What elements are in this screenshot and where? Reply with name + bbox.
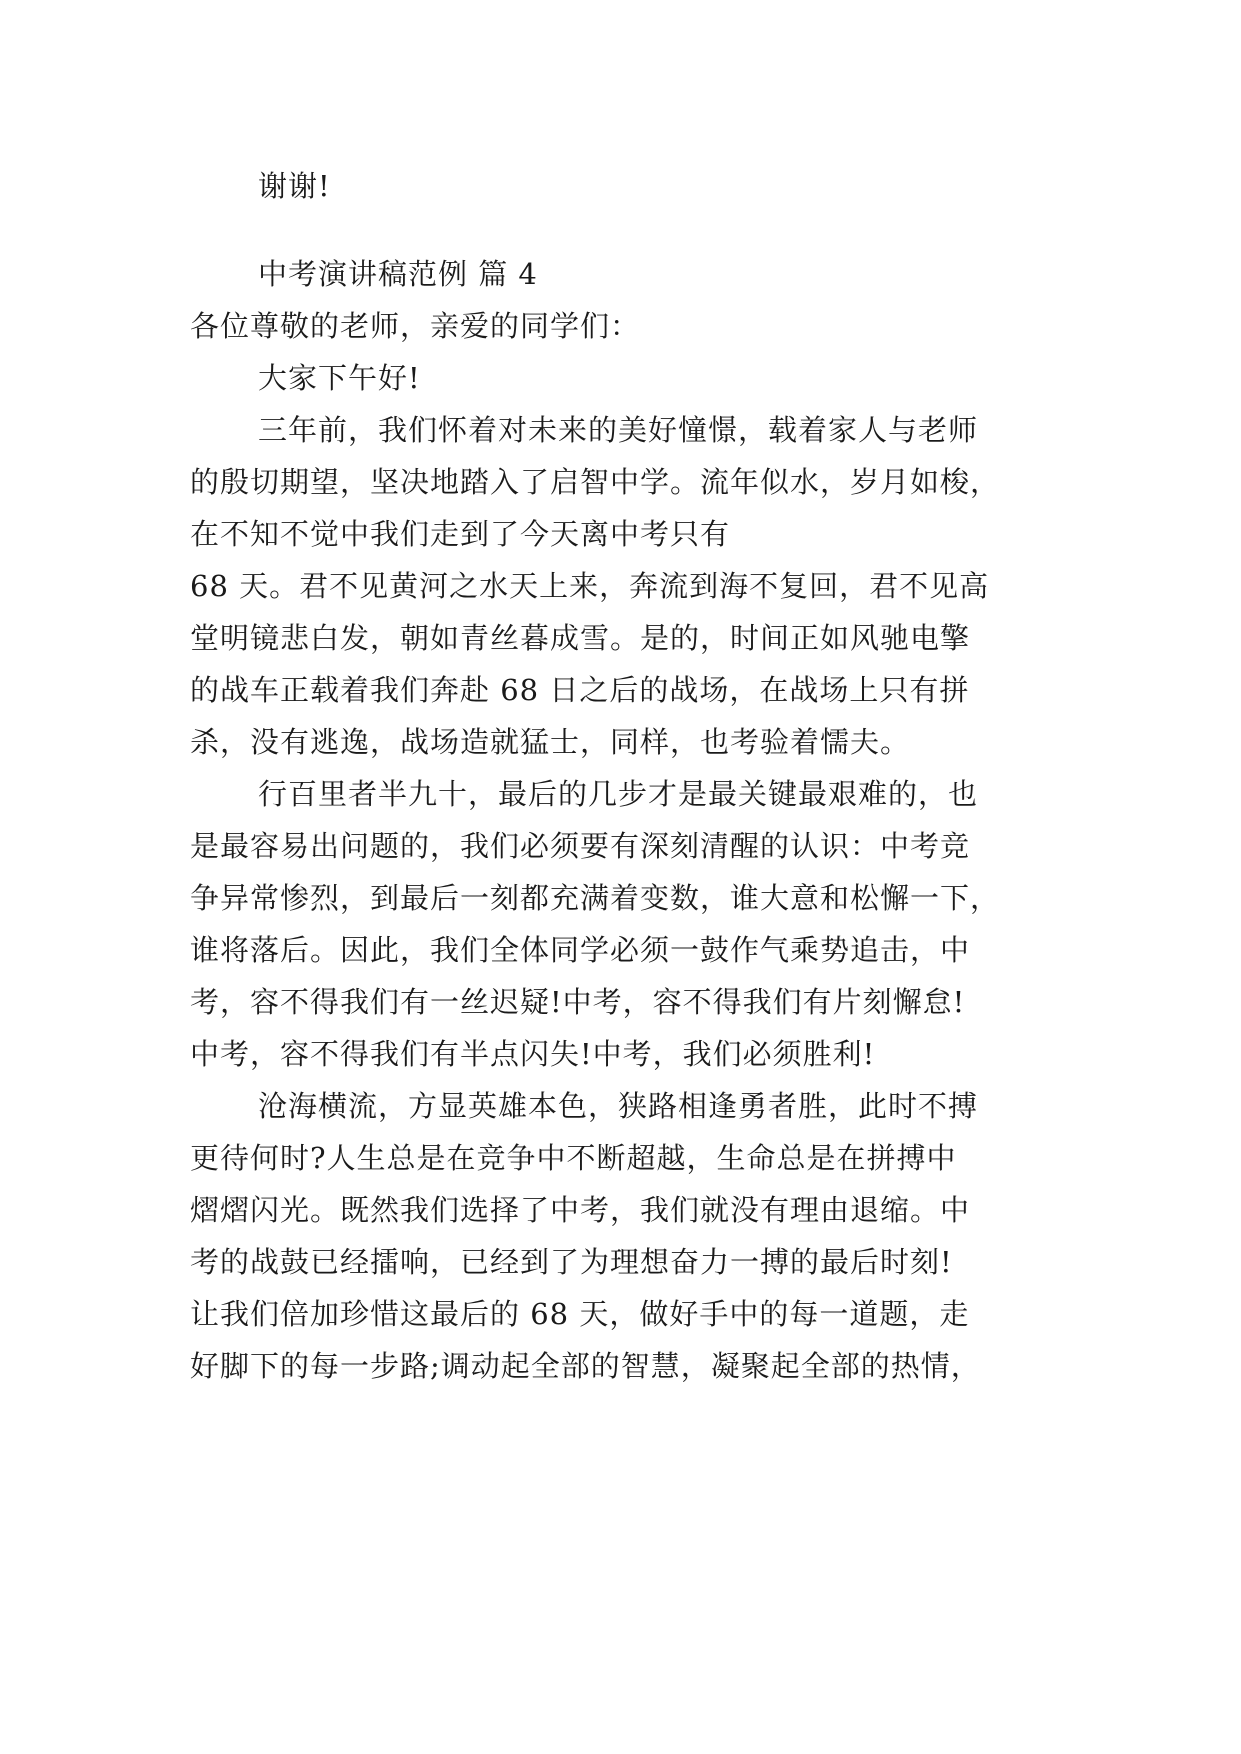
paragraph-line: 68 天。君不见黄河之水天上来，奔流到海不复回，君不见高 — [190, 569, 990, 603]
paragraph-line: 行百里者半九十，最后的几步才是最关键最艰难的，也 — [258, 777, 979, 811]
paragraph-line: 熠熠闪光。既然我们选择了中考，我们就没有理由退缩。中 — [190, 1193, 971, 1227]
paragraph-line: 的殷切期望，坚决地踏入了启智中学。流年似水，岁月如梭， — [190, 465, 1001, 499]
paragraph-line: 杀，没有逃逸，战场造就猛士，同样，也考验着懦夫。 — [190, 725, 911, 759]
paragraph-line: 的战车正载着我们奔赴 68 日之后的战场，在战场上只有拼 — [190, 673, 970, 707]
paragraph-line: 让我们倍加珍惜这最后的 68 天，做好手中的每一道题，走 — [190, 1297, 970, 1331]
paragraph-line: 是最容易出问题的，我们必须要有深刻清醒的认识：中考竞 — [190, 829, 971, 863]
paragraph-line: 更待何时?人生总是在竞争中不断超越，生命总是在拼搏中 — [190, 1141, 957, 1175]
paragraph-line: 三年前，我们怀着对未来的美好憧憬，载着家人与老师 — [258, 413, 979, 447]
paragraph-line: 考的战鼓已经擂响，已经到了为理想奋力一搏的最后时刻! — [190, 1245, 953, 1279]
salutation: 各位尊敬的老师，亲爱的同学们： — [190, 309, 641, 343]
paragraph-line: 在不知不觉中我们走到了今天离中考只有 — [190, 517, 731, 551]
paragraph-line: 中考，容不得我们有半点闪失!中考，我们必须胜利! — [190, 1037, 876, 1071]
paragraph-line: 堂明镜悲白发，朝如青丝暮成雪。是的，时间正如风驰电擎 — [190, 621, 971, 655]
paragraph-line: 考，容不得我们有一丝迟疑!中考，容不得我们有片刻懈怠! — [190, 985, 966, 1019]
paragraph-line: 谁将落后。因此，我们全体同学必须一鼓作气乘势追击，中 — [190, 933, 971, 967]
greeting: 大家下午好! — [258, 361, 421, 395]
closing-text: 谢谢! — [258, 169, 331, 203]
paragraph-line: 争异常惨烈，到最后一刻都充满着变数，谁大意和松懈一下， — [190, 881, 1001, 915]
paragraph-line: 好脚下的每一步路;调动起全部的智慧，凝聚起全部的热情， — [190, 1349, 981, 1383]
section-title: 中考演讲稿范例 篇 4 — [258, 257, 538, 291]
paragraph-line: 沧海横流，方显英雄本色，狭路相逢勇者胜，此时不搏 — [258, 1089, 979, 1123]
